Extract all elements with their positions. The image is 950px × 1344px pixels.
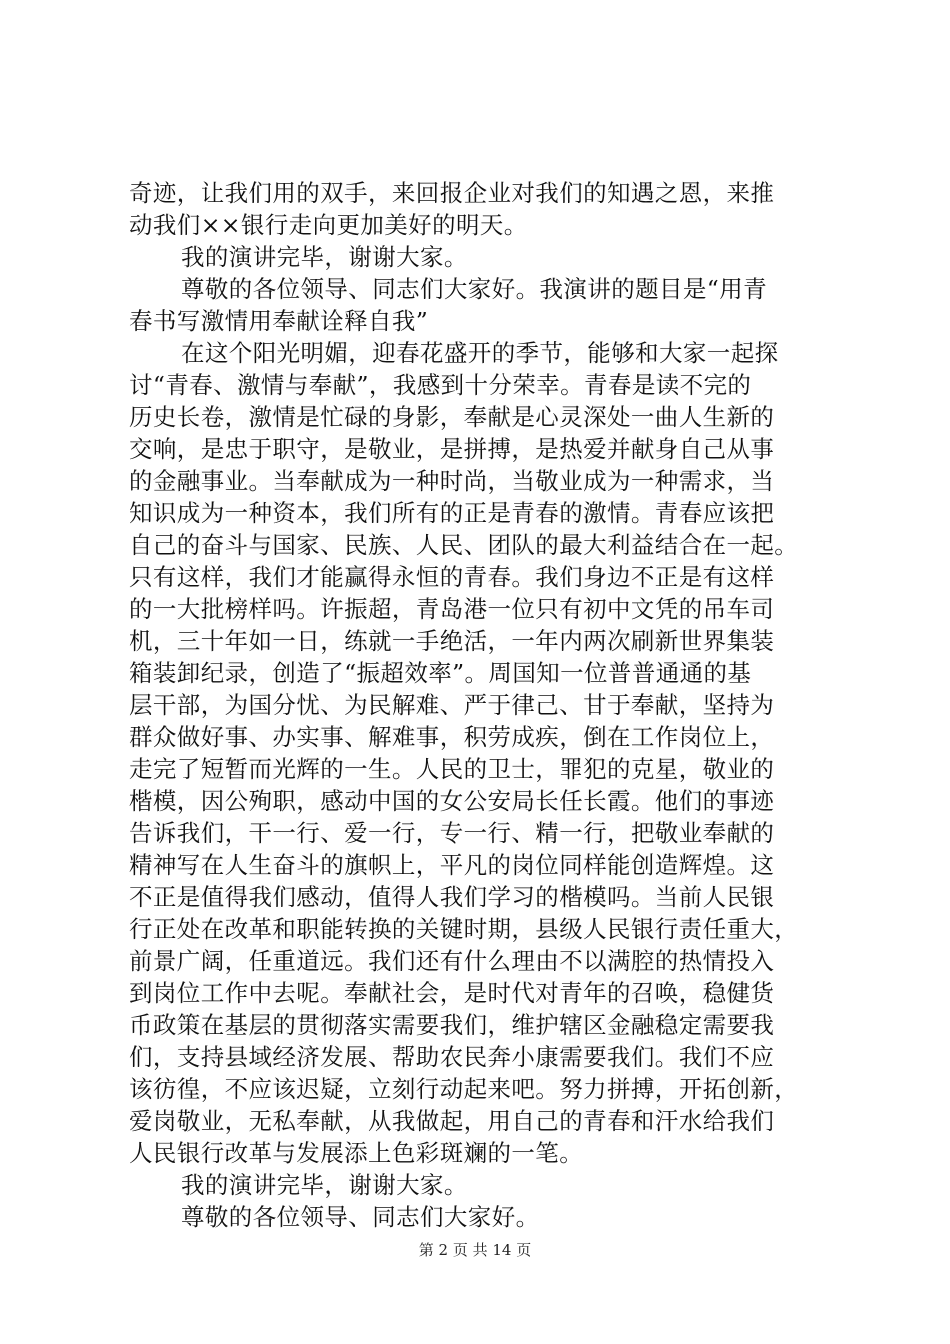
text-line: 自己的奋斗与国家、民族、人民、团队的最大利益结合在一起。 [129, 531, 799, 559]
text-line: 的一大批榜样吗。许振超，青岛港一位只有初中文凭的吊车司 [129, 595, 775, 623]
text-line: 我的演讲完毕，谢谢大家。 [181, 243, 468, 271]
text-line: 精神写在人生奋斗的旗帜上，平凡的岗位同样能创造辉煌。这 [129, 851, 775, 879]
text-line: 币政策在基层的贯彻落实需要我们，维护辖区金融稳定需要我 [129, 1011, 775, 1039]
page-number-footer: 第 2 页 共 14 页 [418, 1241, 532, 1259]
text-line: 在这个阳光明媚，迎春花盛开的季节，能够和大家一起探 [181, 339, 779, 367]
text-line: 历史长卷，激情是忙碌的身影，奉献是心灵深处一曲人生新的 [129, 403, 775, 431]
text-line: 交响，是忠于职守，是敬业，是拼搏，是热爱并献身自己从事 [129, 435, 775, 463]
text-line: 奇迹，让我们用的双手，来回报企业对我们的知遇之恩，来推 [129, 179, 775, 207]
text-line: 行正处在改革和职能转换的关键时期，县级人民银行责任重大， [129, 915, 799, 943]
text-line: 层干部，为国分忧、为民解难、严于律己、甘于奉献，坚持为 [129, 691, 775, 719]
text-line: 春书写激情用奉献诠释自我” [129, 307, 429, 335]
text-line: 们，支持县域经济发展、帮助农民奔小康需要我们。我们不应 [129, 1043, 775, 1071]
text-line: 讨“青春、激情与奉献”，我感到十分荣幸。青春是读不完的 [129, 371, 752, 399]
text-line: 尊敬的各位领导、同志们大家好。我演讲的题目是“用青 [181, 275, 768, 303]
text-line: 走完了短暂而光辉的一生。人民的卫士，罪犯的克星，敬业的 [129, 755, 775, 783]
text-line: 的金融事业。当奉献成为一种时尚，当敬业成为一种需求，当 [129, 467, 775, 495]
text-line: 只有这样，我们才能赢得永恒的青春。我们身边不正是有这样 [129, 563, 775, 591]
text-line: 我的演讲完毕，谢谢大家。 [181, 1171, 468, 1199]
text-line: 楷模，因公殉职，感动中国的女公安局长任长霞。他们的事迹 [129, 787, 775, 815]
text-line: 动我们××银行走向更加美好的明天。 [129, 211, 528, 239]
text-line: 到岗位工作中去呢。奉献社会，是时代对青年的召唤，稳健货 [129, 979, 775, 1007]
document-body [129, 177, 835, 1233]
text-line: 箱装卸纪录，创造了“振超效率”。周国知一位普普通通的基 [129, 659, 752, 687]
text-line: 机，三十年如一日，练就一手绝活，一年内两次刷新世界集装 [129, 627, 775, 655]
text-line: 知识成为一种资本，我们所有的正是青春的激情。青春应该把 [129, 499, 775, 527]
text-line: 尊敬的各位领导、同志们大家好。 [181, 1203, 540, 1231]
text-line: 告诉我们，干一行、爱一行，专一行、精一行，把敬业奉献的 [129, 819, 775, 847]
text-line: 不正是值得我们感动，值得人我们学习的楷模吗。当前人民银 [129, 883, 775, 911]
text-line: 人民银行改革与发展添上色彩斑斓的一笔。 [129, 1139, 584, 1167]
text-line: 群众做好事、办实事、解难事，积劳成疾，倒在工作岗位上， [129, 723, 775, 751]
text-line: 爱岗敬业，无私奉献，从我做起，用自己的青春和汗水给我们 [129, 1107, 775, 1135]
text-line: 该彷徨，不应该迟疑，立刻行动起来吧。努力拼搏，开拓创新， [129, 1075, 799, 1103]
text-line: 前景广阔，任重道远。我们还有什么理由不以满腔的热情投入 [129, 947, 775, 975]
